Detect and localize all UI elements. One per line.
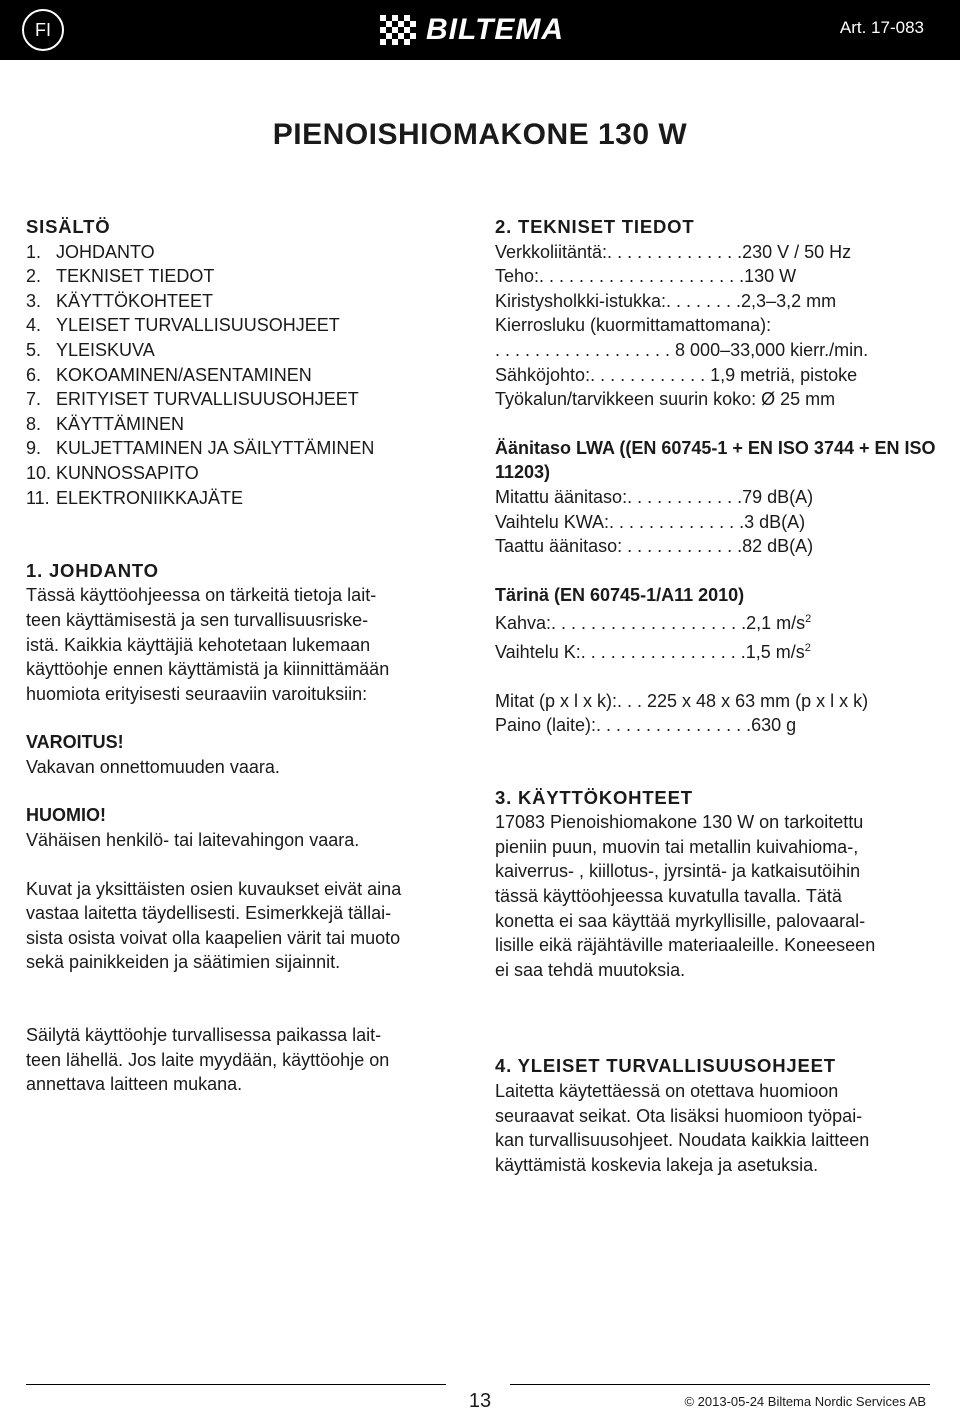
brand-logo [380, 10, 564, 50]
text-line: käyttöohje ennen käyttämistä ja kiinnittämään [26, 659, 390, 680]
toc-item [26, 486, 466, 511]
brand-name: BILTEMA [426, 13, 565, 46]
text-line: teen lähellä. Jos laite myydään, käyttöohje on [26, 1049, 390, 1070]
toc-item [26, 461, 466, 486]
toc-item-number: 4. [26, 315, 42, 336]
note-text: Vähäisen henkilö- tai laitevahingon vaara. [26, 830, 360, 851]
text-line: huomiota erityisesti seuraaviin varoituksiin: [26, 683, 368, 704]
toc-item-number: 2. [26, 266, 42, 287]
spec-row-text: Vaihtelu K:. . . . . . . . . . . . . . . . .1,5 m/s [495, 641, 805, 662]
safety-paragraph [495, 1079, 945, 1177]
toc-item-number: 3. [26, 290, 42, 311]
toc-item [26, 240, 466, 265]
spec-row: Teho:. . . . . . . . . . . . . . . . . . . . .130 W [495, 266, 797, 287]
note-label: HUOMIO! [26, 805, 106, 826]
dimensions-spec-list [495, 689, 945, 738]
text-line: pieniin puun, muovin tai metallin kuivahioma-, [495, 836, 859, 857]
toc-item-label: YLEISET TURVALLISUUSOHJEET [56, 315, 340, 336]
spec-row: . . . . . . . . . . . . . . . . . . 8 000–33,000 kierr./min. [495, 339, 869, 360]
spec-row: Vaihtelu KWA:. . . . . . . . . . . . . .3 dB(A) [495, 511, 806, 532]
toc-item-number: 7. [26, 389, 42, 410]
right-column [495, 215, 945, 1177]
specs-heading: 2. TEKNISET TIEDOT [495, 216, 695, 237]
text-line: Säilytä käyttöohje turvallisessa paikassa lait- [26, 1025, 382, 1046]
uses-heading: 3. KÄYTTÖKOHTEET [495, 786, 693, 808]
text-line: Kuvat ja yksittäisten osien kuvaukset eivät aina [26, 878, 402, 899]
text-line: vastaa laitetta täydellisesti. Esimerkkejä tällai- [26, 903, 392, 924]
toc-item-label: YLEISKUVA [56, 339, 155, 360]
vibration-spec-list [495, 607, 945, 664]
spec-row [495, 607, 945, 636]
header-bar [0, 0, 960, 60]
spec-row: Sähköjohto:. . . . . . . . . . . . 1,9 metriä, pistoke [495, 364, 858, 385]
toc-item-number: 5. [26, 339, 42, 360]
warning-label: VAROITUS! [26, 732, 124, 753]
spec-row: Työkalun/tarvikkeen suurin koko: Ø 25 mm [495, 389, 836, 410]
toc-item [26, 436, 466, 461]
toc-item [26, 313, 466, 338]
text-line: lisille eikä räjähtäville materiaaleille. Koneeseen [495, 935, 876, 956]
spec-row: Mitat (p x l x k):. . . 225 x 48 x 63 mm (p x l x k) [495, 690, 869, 711]
toc-item [26, 289, 466, 314]
text-line: sista osista voivat olla kaapelien värit tai muoto [26, 927, 401, 948]
toc-item-number: 1. [26, 241, 42, 262]
text-line: Tässä käyttöohjeessa on tärkeitä tietoja lait- [26, 585, 377, 606]
table-of-contents [26, 240, 466, 511]
text-line: teen käyttämisestä ja sen turvallisuusriske- [26, 609, 369, 630]
toc-item-number: 9. [26, 438, 42, 459]
toc-item-label: KULJETTAMINEN JA SÄILYTTÄMINEN [56, 438, 375, 459]
uses-paragraph [495, 810, 945, 982]
text-line: tässä käyttöohjeessa kuvatulla tavalla. Tätä [495, 886, 842, 907]
toc-item-number: 8. [26, 413, 42, 434]
images-disclaimer-paragraph [26, 877, 466, 975]
spec-row: Kiristysholkki-istukka:. . . . . . . .2,3–3,2 mm [495, 290, 837, 311]
toc-item-number: 6. [26, 364, 42, 385]
article-number: Art. 17-083 [839, 18, 924, 37]
toc-item-label: KUNNOSSAPITO [56, 462, 199, 483]
toc-item-label: KOKOAMINEN/ASENTAMINEN [56, 364, 312, 385]
text-line: istä. Kaikkia käyttäjiä kehotetaan lukemaan [26, 634, 371, 655]
intro-heading: 1. JOHDANTO [26, 559, 159, 581]
language-badge: FI [22, 9, 64, 51]
page-title: PIENOISHIOMAKONE 130 W [272, 118, 688, 151]
text-line: käyttämistä koskevia lakeja ja asetuksia. [495, 1154, 819, 1175]
text-line: Laitetta käytettäessä on otettava huomioon [495, 1081, 839, 1102]
spec-row: Paino (laite):. . . . . . . . . . . . . . . .630 g [495, 715, 797, 736]
copyright-notice: © 2013-05-24 Biltema Nordic Services AB [684, 1394, 926, 1409]
footer-rule-left [26, 1384, 446, 1385]
text-line: 17083 Pienoishiomakone 130 W on tarkoitettu [495, 812, 864, 833]
sound-spec-list [495, 485, 945, 559]
spec-row [495, 636, 945, 665]
toc-item [26, 264, 466, 289]
toc-item-number: 11. [26, 487, 50, 508]
unit-exponent: 2 [805, 613, 812, 626]
toc-item-label: TEKNISET TIEDOT [56, 266, 215, 287]
text-line: annettava laitteen mukana. [26, 1074, 243, 1095]
sound-heading: Äänitaso LWA ((EN 60745-1 + EN ISO 3744 + EN ISO 11203) [495, 437, 936, 483]
toc-item [26, 338, 466, 363]
toc-heading: SISÄLTÖ [26, 216, 111, 237]
spec-row: Kierrosluku (kuormittamattomana): [495, 315, 772, 336]
intro-paragraph [26, 583, 466, 706]
text-line: kan turvallisuusohjeet. Noudata kaikkia laitteen [495, 1130, 870, 1151]
toc-item-label: KÄYTTÄMINEN [56, 413, 185, 434]
toc-item [26, 412, 466, 437]
checkered-flag-icon [380, 15, 420, 45]
left-column [26, 215, 466, 1097]
toc-item-label: JOHDANTO [56, 241, 155, 262]
spec-row: Mitattu äänitaso:. . . . . . . . . . . .79 dB(A) [495, 486, 814, 507]
spec-row: Taattu äänitaso: . . . . . . . . . . . .82 dB(A) [495, 536, 814, 557]
toc-item [26, 387, 466, 412]
spec-row: Verkkoliitäntä:. . . . . . . . . . . . . .230 V / 50 Hz [495, 241, 852, 262]
text-line: ei saa tehdä muutoksia. [495, 959, 686, 980]
footer-rule-right [510, 1384, 930, 1385]
text-line: seuraavat seikat. Ota lisäksi huomioon työpai- [495, 1105, 863, 1126]
keep-manual-paragraph [26, 1023, 466, 1097]
toc-item-label: ERITYISET TURVALLISUUSOHJEET [56, 389, 359, 410]
page-number: 13 [468, 1390, 492, 1412]
toc-item-label: KÄYTTÖKOHTEET [56, 290, 214, 311]
safety-heading: 4. YLEISET TURVALLISUUSOHJEET [495, 1055, 836, 1077]
text-line: kaiverrus- , kiillotus-, jyrsintä- ja katkaisutöihin [495, 861, 861, 882]
spec-row-text: Kahva:. . . . . . . . . . . . . . . . . . . .2,1 m/s [495, 613, 806, 634]
toc-item [26, 363, 466, 388]
unit-exponent: 2 [804, 641, 811, 654]
toc-item-number: 10. [26, 462, 52, 483]
spec-list [495, 240, 945, 412]
warning-text: Vakavan onnettomuuden vaara. [26, 756, 280, 777]
text-line: sekä painikkeiden ja säätimien sijainnit. [26, 952, 341, 973]
vibration-heading: Tärinä (EN 60745-1/A11 2010) [495, 584, 745, 605]
text-line: konetta ei saa käyttää myrkyllisille, palovaaral- [495, 910, 866, 931]
toc-item-label: ELEKTRONIIKKAJÄTE [56, 487, 244, 508]
